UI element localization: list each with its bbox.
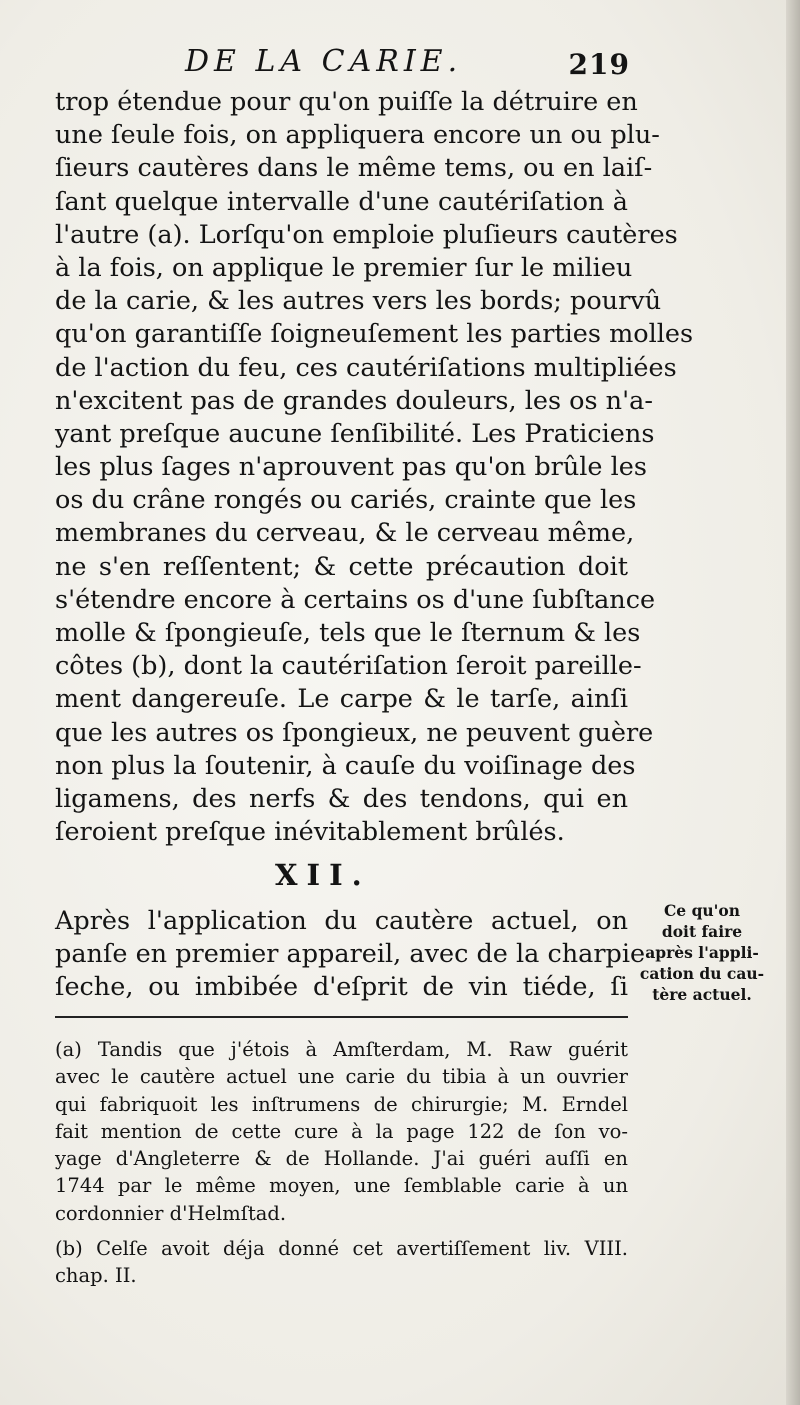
text-line: trop étendue pour qu'on puiſſe la détruire en — [55, 87, 638, 117]
footnote-line: cordonnier d'Helmſtad. — [55, 1201, 287, 1225]
text-line: n'excitent pas de grandes douleurs, les os n'a- — [55, 385, 653, 416]
text-line: côtes (b), dont la cautériſation ſeroit pareille- — [55, 651, 642, 682]
marginal-note-line: tère actuel. — [652, 985, 752, 1004]
section-text — [55, 905, 646, 1005]
text-line: ne s'en reſſentent; & cette précaution doit — [55, 551, 628, 582]
text-line: ligamens, des nerfs & des tendons, qui en — [55, 783, 628, 814]
text-line: os du crâne rongés ou cariés, crainte que les — [55, 485, 637, 516]
footnote-line: avec le cautère actuel une carie du tibia à un ouvrier — [55, 1065, 628, 1089]
text-line: les plus ſages n'aprouvent pas qu'on brûle les — [55, 452, 647, 483]
footnote-line: qui fabriquoit les inſtrumens de chirurgie; M. Erndel — [55, 1092, 628, 1116]
section-title: XII. — [275, 858, 371, 892]
section-line: Après l'application du cautère actuel, on — [55, 906, 628, 936]
footnote-rule — [55, 1016, 628, 1018]
text-line: ſieurs cautères dans le même tems, ou en laiſ- — [55, 153, 653, 184]
text-line: non plus la ſoutenir, à cauſe du voiſinage des — [55, 750, 636, 781]
section-line: panſe en premier appareil, avec de la charpie — [55, 939, 646, 970]
footnote-line: chap. II. — [55, 1264, 137, 1288]
text-line: membranes du cerveau, & le cerveau même, — [55, 518, 635, 549]
page-number: 219 — [568, 48, 630, 81]
text-line: à la fois, on applique le premier ſur le milieu — [55, 252, 633, 283]
marginal-note-line: après l'appli- — [645, 943, 759, 962]
footnote — [55, 1235, 628, 1290]
marginal-note-line: cation du cau- — [639, 964, 765, 983]
page-gutter — [786, 0, 800, 1405]
text-line: ſant quelque intervalle d'une cautériſation à — [55, 186, 628, 217]
text-line: l'autre (a). Lorſqu'on emploie pluſieurs cautères — [55, 219, 678, 250]
footnote-line: 1744 par le même moyen, une ſemblable carie à un — [55, 1174, 628, 1198]
text-line: que les autres os ſpongieux, ne peuvent guère — [55, 717, 654, 748]
text-line: de l'action du feu, ces cautériſations multipliées — [55, 352, 677, 383]
footnotes — [55, 1036, 628, 1298]
text-line: qu'on garantiſſe ſoigneuſement les parties molles — [55, 319, 694, 350]
section-line: ſeche, ou imbibée d'eſprit de vin tiéde, ſi — [55, 972, 628, 1003]
text-line: molle & ſpongieuſe, tels que le ſternum & les — [55, 618, 641, 648]
marginal-note — [632, 900, 772, 1005]
text-line: de la carie, & les autres vers les bords; pourvû — [55, 286, 662, 317]
text-line: une ſeule fois, on appliquera encore un ou plu- — [55, 120, 660, 151]
text-line: ſeroient preſque inévitablement brûlés. — [55, 817, 565, 848]
footnote-line: (a) Tandis que j'étois à Amſterdam, M. Raw guérit — [55, 1038, 628, 1061]
text-line: ment dangereuſe. Le carpe & le tarſe, ainſi — [55, 684, 628, 715]
main-text — [55, 86, 694, 849]
footnote-line: fait mention de cette cure à la page 122 de ſon vo- — [55, 1119, 628, 1143]
footnote-line: (b) Celſe avoit déja donné cet avertiſſement liv. VIII. — [55, 1237, 628, 1261]
marginal-note-line: Ce qu'on — [663, 901, 741, 920]
footnote — [55, 1036, 628, 1227]
marginal-note-line: doit faire — [661, 922, 743, 941]
running-head: DE LA CARIE. — [185, 44, 463, 79]
page-header — [55, 40, 630, 86]
footnote-line: yage d'Angleterre & de Hollande. J'ai guéri auſſi en — [55, 1147, 628, 1171]
text-line: s'étendre encore à certains os d'une ſubſtance — [55, 584, 656, 615]
text-line: yant preſque aucune ſenſibilité. Les Praticiens — [55, 418, 655, 449]
